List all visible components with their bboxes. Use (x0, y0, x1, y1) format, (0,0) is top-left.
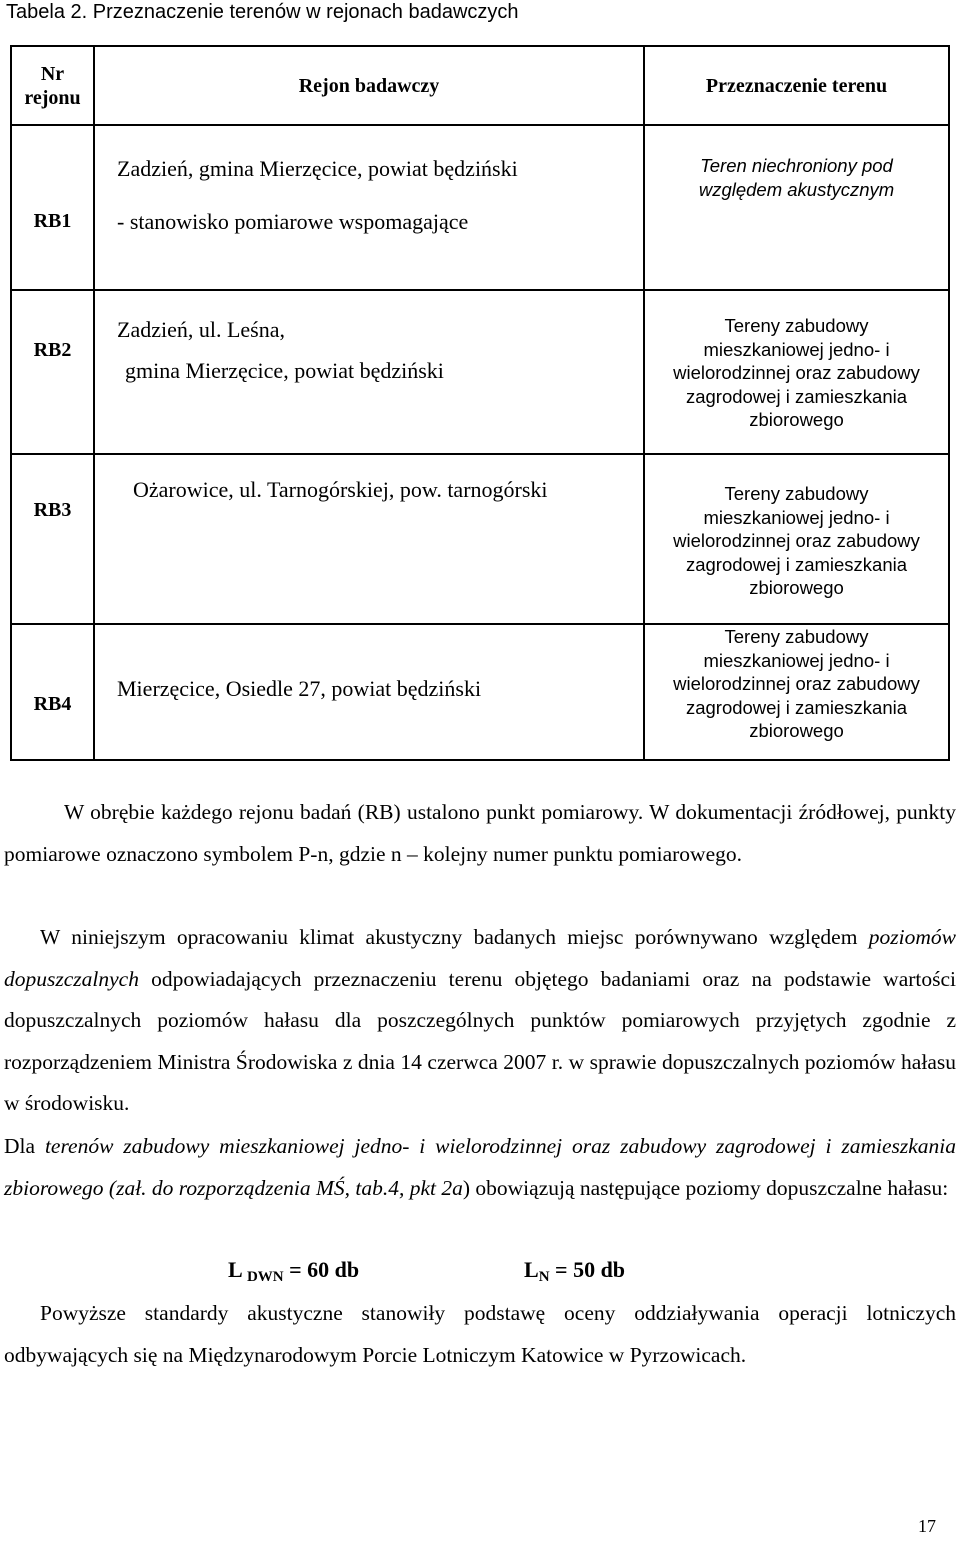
przeznaczenie-line: Tereny zabudowy (724, 483, 869, 504)
regions-table (10, 45, 950, 761)
formula-ln (524, 1250, 625, 1297)
przeznaczenie-line: Tereny zabudowy (724, 315, 869, 336)
przeznaczenie-line: zagrodowej i zamieszkania (685, 385, 908, 407)
text-fragment-italic: poziomów dopuszczalnych (4, 925, 956, 991)
przeznaczenie-line: zbiorowego (749, 577, 844, 598)
rejon-line: - stanowisko pomiarowe wspomagające (117, 209, 469, 234)
przeznaczenie-line: wielorodzinnej oraz zabudowy (673, 673, 920, 694)
text-fragment-italic: terenów zabudowy mieszkaniowej jedno- i wielorodzinnej oraz zabudowy zagrodowej i zamieszkania zbiorowego (zał. do rozporządzenia MŚ, tab.4, pkt 2a (4, 1134, 956, 1200)
paragraph-methodology (4, 917, 956, 1125)
rejon-line: gmina Mierzęcice, powiat będziński (125, 358, 444, 383)
paragraph-limits (4, 1126, 956, 1209)
row-rejon (94, 454, 644, 624)
row-rejon (94, 125, 644, 290)
formula-symbol: L (524, 1257, 539, 1282)
header-nr (11, 46, 94, 125)
row-nr: RB3 (11, 454, 94, 624)
table-row (11, 624, 949, 760)
rejon-line: Zadzień, ul. Leśna, (117, 317, 285, 342)
paragraph-measurement-points: W obrębie każdego rejonu badań (RB) ustalono punkt pomiarowy. W dokumentacji źródłowej, punkty pomiarowe oznaczono symbolem P-n, gdzie n – kolejny numer punktu pomiarowego. (4, 800, 956, 866)
row-przeznaczenie (644, 125, 949, 290)
przeznaczenie-line: mieszkaniowej jedno- i (703, 649, 890, 671)
przeznaczenie-line: mieszkaniowej jedno- i (703, 506, 890, 528)
table-row (11, 125, 949, 290)
header-nr-line1: Nr (40, 62, 65, 85)
row-przeznaczenie (644, 624, 949, 760)
przeznaczenie-line: zagrodowej i zamieszkania (685, 696, 908, 718)
page-number: 17 (918, 1516, 936, 1536)
header-nr-line2: rejonu (24, 86, 81, 109)
row-nr: RB4 (11, 624, 94, 760)
text-fragment: W niniejszym opracowaniu klimat akustyczny badanych miejsc porównywano względem (40, 925, 869, 949)
header-rejon: Rejon badawczy (94, 46, 644, 125)
row-rejon (94, 624, 644, 760)
formula-value: = 50 db (555, 1257, 626, 1282)
przeznaczenie-line: Tereny zabudowy (724, 626, 869, 647)
formula-symbol: L (228, 1257, 242, 1282)
formula-subscript: N (538, 1269, 550, 1285)
paragraph-conclusion: Powyższe standardy akustyczne stanowiły podstawę oceny oddziaływania operacji lotniczych odbywających się na Międzynarodowym Porcie Lotniczym Katowice w Pyrzowicach. (4, 1301, 956, 1367)
rejon-line: Ożarowice, ul. Tarnogórskiej, pow. tarnogórski (133, 477, 548, 502)
row-przeznaczenie (644, 290, 949, 454)
text-fragment: ) obowiązują następujące poziomy dopuszczalne hałasu: (462, 1175, 949, 1200)
przeznaczenie-line: zbiorowego (749, 409, 844, 430)
header-przeznaczenie: Przeznaczenie terenu (644, 46, 949, 125)
rejon-line: Zadzień, gmina Mierzęcice, powiat będziński (117, 156, 518, 181)
przeznaczenie-line: względem akustycznym (698, 178, 895, 200)
text-fragment: odpowiadających przeznaczeniu terenu objętego badaniami oraz na podstawie wartości dopuszczalnych poziomów hałasu dla poszczególnych punktów pomiarowych przyjętych zgodnie z rozporządzeniem Ministra Środowiska z dnia 14 czerwca 2007 r. w sprawie dopuszczalnych poziomów hałasu w środowisku. (4, 966, 956, 1115)
przeznaczenie-line: Teren niechroniony pod (700, 155, 893, 176)
przeznaczenie-line: zagrodowej i zamieszkania (685, 553, 908, 575)
table-caption: Tabela 2. Przeznaczenie terenów w rejonach badawczych (6, 1, 519, 23)
formula-subscript: DWN (246, 1269, 284, 1285)
row-nr: RB1 (11, 125, 94, 290)
formula-value: = 60 db (289, 1257, 360, 1282)
row-nr: RB2 (11, 290, 94, 454)
table-row (11, 290, 949, 454)
table-header-row (11, 46, 949, 125)
przeznaczenie-line: mieszkaniowej jedno- i (703, 338, 890, 360)
przeznaczenie-line: wielorodzinnej oraz zabudowy (673, 362, 920, 383)
przeznaczenie-line: wielorodzinnej oraz zabudowy (673, 530, 920, 551)
przeznaczenie-line: zbiorowego (749, 720, 844, 741)
table-row (11, 454, 949, 624)
row-rejon (94, 290, 644, 454)
text-fragment: Dla (4, 1134, 45, 1158)
row-przeznaczenie (644, 454, 949, 624)
formula-ldwn (228, 1250, 359, 1297)
rejon-line: Mierzęcice, Osiedle 27, powiat będziński (117, 676, 482, 701)
